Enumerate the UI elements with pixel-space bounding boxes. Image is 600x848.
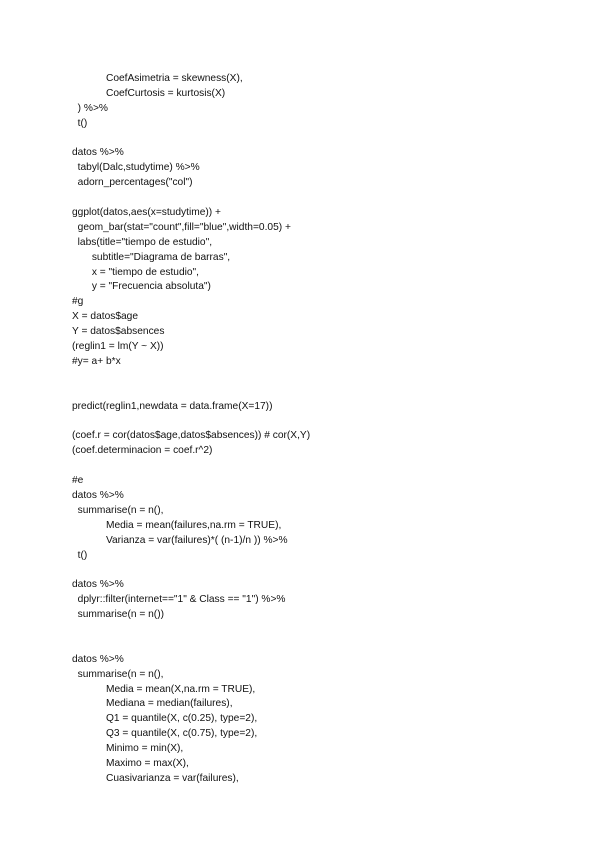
code-line: #g xyxy=(72,296,84,308)
code-line: y = "Frecuencia absoluta") xyxy=(72,281,211,293)
code-line xyxy=(72,370,572,385)
code-line: predict(reglin1,newdata = data.frame(X=17)) xyxy=(72,400,273,412)
code-line: geom_bar(stat="count",fill="blue",width=0.05) + xyxy=(72,221,291,233)
code-line xyxy=(72,385,572,400)
code-line: tabyl(Dalc,studytime) %>% xyxy=(72,162,200,174)
code-listing xyxy=(72,72,572,787)
code-line: (coef.determinacion = coef.r^2) xyxy=(72,445,213,457)
code-line xyxy=(72,191,572,206)
code-line: #e xyxy=(72,475,84,487)
code-line: datos %>% xyxy=(72,653,124,665)
code-line xyxy=(72,623,572,638)
code-line: Media = mean(failures,na.rm = TRUE), xyxy=(72,519,282,531)
code-line xyxy=(72,563,572,578)
code-line xyxy=(72,414,572,429)
code-line: Y = datos$absences xyxy=(72,326,165,338)
code-line xyxy=(72,132,572,147)
code-line: adorn_percentages("col") xyxy=(72,177,193,189)
code-line xyxy=(72,459,572,474)
code-line: datos %>% xyxy=(72,489,124,501)
code-line: ) %>% xyxy=(72,102,108,114)
code-line: summarise(n = n(), xyxy=(72,504,164,516)
code-line: dplyr::filter(internet=="1" & Class == "1") %>% xyxy=(72,594,286,606)
code-line: Q3 = quantile(X, c(0.75), type=2), xyxy=(72,728,258,740)
code-line: summarise(n = n(), xyxy=(72,668,164,680)
code-line: Varianza = var(failures)*( (n-1)/n )) %>% xyxy=(72,534,288,546)
code-line: #y= a+ b*x xyxy=(72,355,121,367)
code-line: t() xyxy=(72,117,88,129)
code-line: Minimo = min(X), xyxy=(72,743,184,755)
code-line: labs(title="tiempo de estudio", xyxy=(72,236,213,248)
code-line: Q1 = quantile(X, c(0.25), type=2), xyxy=(72,713,258,725)
code-line: Cuasivarianza = var(failures), xyxy=(72,772,239,784)
code-line: (coef.r = cor(datos$age,datos$absences)) # cor(X,Y) xyxy=(72,430,311,442)
code-line: ggplot(datos,aes(x=studytime)) + xyxy=(72,207,221,219)
code-line: Media = mean(X,na.rm = TRUE), xyxy=(72,683,256,695)
code-line: CoefAsimetria = skewness(X), xyxy=(72,73,243,84)
code-line: datos %>% xyxy=(72,147,124,159)
code-line: t() xyxy=(72,549,88,561)
code-line: X = datos$age xyxy=(72,311,138,323)
code-line: x = "tiempo de estudio", xyxy=(72,266,200,278)
code-line: Mediana = median(failures), xyxy=(72,698,233,710)
code-line: Maximo = max(X), xyxy=(72,757,189,769)
code-line: datos %>% xyxy=(72,579,124,591)
code-line: subtitle="Diagrama de barras", xyxy=(72,251,231,263)
code-line: CoefCurtosis = kurtosis(X) xyxy=(72,87,226,99)
code-line xyxy=(72,638,572,653)
code-line: (reglin1 = lm(Y ~ X)) xyxy=(72,341,164,353)
code-line: summarise(n = n()) xyxy=(72,609,164,621)
